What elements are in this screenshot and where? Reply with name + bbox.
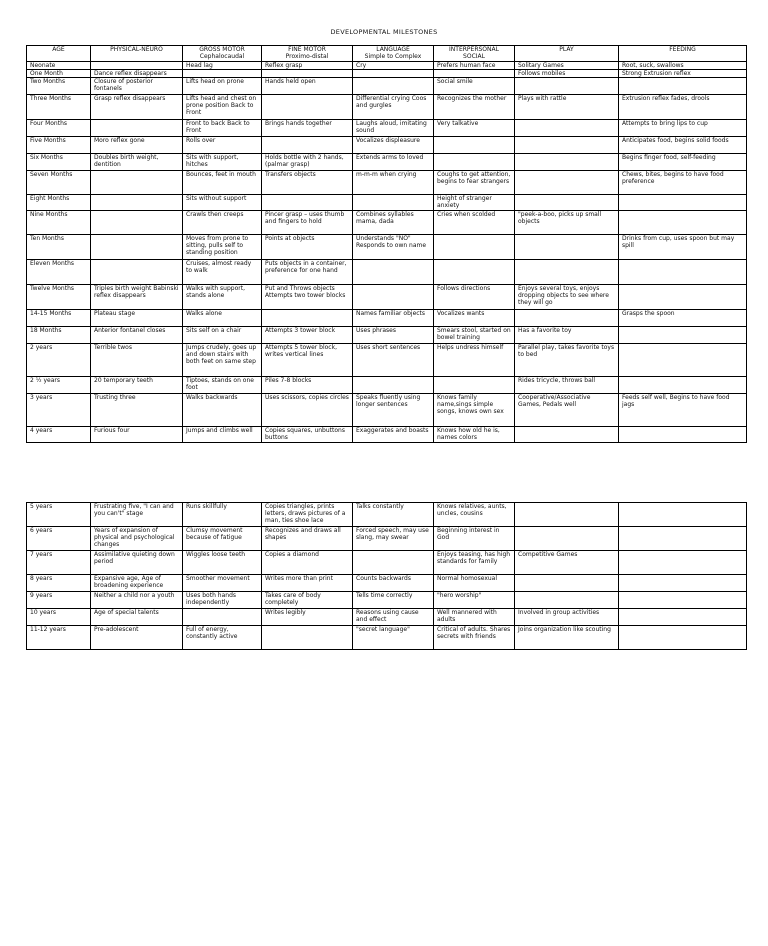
cell-language: Exaggerates and boasts xyxy=(353,427,434,443)
cell-age: Eleven Months xyxy=(27,260,91,285)
cell-fine-motor xyxy=(262,195,353,211)
table-row xyxy=(27,195,747,211)
cell-fine-motor: Piles 7-8 blocks xyxy=(262,377,353,394)
cell-feeding: Root, suck, swallows xyxy=(619,62,747,70)
cell-play xyxy=(515,592,619,609)
cell-play: "peek-a-boo, picks up small objects xyxy=(515,211,619,235)
table-row xyxy=(27,211,747,235)
cell-age: Two Months xyxy=(27,78,91,95)
cell-gross-motor: Bounces, feet in mouth xyxy=(183,171,262,195)
document-title: DEVELOPMENTAL MILESTONES xyxy=(330,28,438,36)
cell-language: Speaks fluently using longer sentences xyxy=(353,394,434,427)
cell-gross-motor: Wiggles loose teeth xyxy=(183,551,262,575)
header-physical-neuro: PHYSICAL-NEURO xyxy=(91,46,183,62)
cell-play: Solitary Games xyxy=(515,62,619,70)
cell-play xyxy=(515,503,619,527)
cell-interpersonal-social: Enjoys teasing, has high standards for family xyxy=(434,551,515,575)
cell-language xyxy=(353,551,434,575)
cell-interpersonal-social: Knows family name,sings simple songs, knows own sex xyxy=(434,394,515,427)
table-row xyxy=(27,154,747,171)
cell-age: One Month xyxy=(27,70,91,78)
cell-interpersonal-social: Very talkative xyxy=(434,120,515,137)
cell-gross-motor: Clumsy movement because of fatigue xyxy=(183,527,262,551)
table-row xyxy=(27,171,747,195)
cell-physical-neuro xyxy=(91,120,183,137)
cell-feeding: Attempts to bring lips to cup xyxy=(619,120,747,137)
cell-physical-neuro xyxy=(91,211,183,235)
cell-feeding xyxy=(619,327,747,344)
cell-physical-neuro: Doubles birth weight, dentition xyxy=(91,154,183,171)
cell-age: 9 years xyxy=(27,592,91,609)
cell-language: Counts backwards xyxy=(353,575,434,592)
cell-feeding xyxy=(619,260,747,285)
cell-play: Enjoys several toys, enjoys dropping objects to see where they will go xyxy=(515,285,619,310)
table-row xyxy=(27,377,747,394)
cell-gross-motor: Lifts head on prone xyxy=(183,78,262,95)
header-gross-motor: GROSS MOTOR Cephalocaudal xyxy=(183,46,262,62)
cell-fine-motor: Brings hands together xyxy=(262,120,353,137)
cell-language: Laughs aloud, imitating sound xyxy=(353,120,434,137)
header-feeding: FEEDING xyxy=(619,46,747,62)
table-row xyxy=(27,120,747,137)
cell-play xyxy=(515,120,619,137)
cell-language: Understands "NO" Responds to own name xyxy=(353,235,434,260)
cell-age: 5 years xyxy=(27,503,91,527)
cell-physical-neuro: 20 temporary teeth xyxy=(91,377,183,394)
cell-physical-neuro: Trusting three xyxy=(91,394,183,427)
cell-language: Names familiar objects xyxy=(353,310,434,327)
cell-fine-motor: Uses scissors, copies circles xyxy=(262,394,353,427)
cell-feeding: Begins finger food, self-feeding xyxy=(619,154,747,171)
cell-language: Talks constantly xyxy=(353,503,434,527)
cell-fine-motor: Points at objects xyxy=(262,235,353,260)
table-row xyxy=(27,285,747,310)
cell-fine-motor: Put and Throws objects Attempts two tower blocks xyxy=(262,285,353,310)
cell-age: Four Months xyxy=(27,120,91,137)
cell-physical-neuro: Frustrating five, "I can and you can't" stage xyxy=(91,503,183,527)
cell-gross-motor: Sits with support, hitches xyxy=(183,154,262,171)
cell-fine-motor: Copies a diamond xyxy=(262,551,353,575)
cell-age: 14-15 Months xyxy=(27,310,91,327)
cell-language: Vocalizes displeasure xyxy=(353,137,434,154)
cell-language: Tells time correctly xyxy=(353,592,434,609)
cell-interpersonal-social: Social smile xyxy=(434,78,515,95)
cell-physical-neuro xyxy=(91,171,183,195)
cell-interpersonal-social: Knows how old he is, names colors xyxy=(434,427,515,443)
cell-language: "secret language" xyxy=(353,626,434,650)
cell-feeding xyxy=(619,78,747,95)
cell-gross-motor: Crawls then creeps xyxy=(183,211,262,235)
cell-feeding xyxy=(619,344,747,377)
cell-interpersonal-social: Prefers human face xyxy=(434,62,515,70)
cell-gross-motor: Head lag xyxy=(183,62,262,70)
cell-physical-neuro: Assimilative quieting down period xyxy=(91,551,183,575)
cell-interpersonal-social: Height of stranger anxiety xyxy=(434,195,515,211)
cell-play: Involved in group activities xyxy=(515,609,619,626)
cell-feeding xyxy=(619,527,747,551)
cell-fine-motor: Writes more than print xyxy=(262,575,353,592)
cell-play xyxy=(515,575,619,592)
cell-language: Forced speech, may use slang, may swear xyxy=(353,527,434,551)
cell-interpersonal-social: Coughs to get attention, begins to fear strangers xyxy=(434,171,515,195)
cell-gross-motor: Sits without support xyxy=(183,195,262,211)
table-row xyxy=(27,592,747,609)
table-row xyxy=(27,551,747,575)
cell-play xyxy=(515,310,619,327)
cell-play xyxy=(515,137,619,154)
cell-feeding: Anticipates food, begins solid foods xyxy=(619,137,747,154)
cell-gross-motor: Runs skillfully xyxy=(183,503,262,527)
cell-interpersonal-social: "hero worship" xyxy=(434,592,515,609)
cell-feeding: Drinks from cup, uses spoon but may spill xyxy=(619,235,747,260)
cell-language: Differential crying Coos and gurgles xyxy=(353,95,434,120)
cell-fine-motor: Writes legibly xyxy=(262,609,353,626)
cell-feeding: Feeds self well, Begins to have food jags xyxy=(619,394,747,427)
cell-feeding xyxy=(619,626,747,650)
table-row xyxy=(27,327,747,344)
cell-physical-neuro: Triples birth weight Babinski reflex disappears xyxy=(91,285,183,310)
cell-fine-motor: Hands held open xyxy=(262,78,353,95)
cell-age: 4 years xyxy=(27,427,91,443)
cell-physical-neuro: Grasp reflex disappears xyxy=(91,95,183,120)
cell-physical-neuro: Age of special talents xyxy=(91,609,183,626)
cell-language: Uses short sentences xyxy=(353,344,434,377)
cell-interpersonal-social: Recognizes the mother xyxy=(434,95,515,120)
cell-play xyxy=(515,154,619,171)
cell-play: Parallel play, takes favorite toys to bed xyxy=(515,344,619,377)
cell-interpersonal-social: Knows relatives, aunts, uncles, cousins xyxy=(434,503,515,527)
header-row xyxy=(27,46,747,62)
cell-gross-motor: Rolls over xyxy=(183,137,262,154)
cell-fine-motor: Puts objects in a container, preference for one hand xyxy=(262,260,353,285)
cell-interpersonal-social: Follows directions xyxy=(434,285,515,310)
cell-play xyxy=(515,195,619,211)
cell-feeding: Extrusion reflex fades, drools xyxy=(619,95,747,120)
cell-fine-motor: Takes care of body completely xyxy=(262,592,353,609)
cell-gross-motor: Jumps and climbs well xyxy=(183,427,262,443)
cell-fine-motor: Transfers objects xyxy=(262,171,353,195)
cell-age: Twelve Months xyxy=(27,285,91,310)
cell-play: Joins organization like scouting xyxy=(515,626,619,650)
cell-language xyxy=(353,377,434,394)
cell-gross-motor: Uses both hands independently xyxy=(183,592,262,609)
cell-language xyxy=(353,70,434,78)
header-fine-motor: FINE MOTOR Proximo-distal xyxy=(262,46,353,62)
milestones-table-part-1 xyxy=(26,45,747,443)
cell-language xyxy=(353,78,434,95)
cell-gross-motor xyxy=(183,609,262,626)
cell-fine-motor: Copies triangles, prints letters, draws pictures of a man, ties shoe lace xyxy=(262,503,353,527)
cell-physical-neuro: Dance reflex disappears xyxy=(91,70,183,78)
cell-gross-motor: Jumps crudely, goes up and down stairs with both feet on same step xyxy=(183,344,262,377)
cell-play: Rides tricycle, throws ball xyxy=(515,377,619,394)
cell-fine-motor: Pincer grasp – uses thumb and fingers to hold xyxy=(262,211,353,235)
cell-physical-neuro: Plateau stage xyxy=(91,310,183,327)
cell-interpersonal-social: Helps undress himself xyxy=(434,344,515,377)
cell-play xyxy=(515,260,619,285)
cell-age: 6 years xyxy=(27,527,91,551)
cell-physical-neuro: Furious four xyxy=(91,427,183,443)
cell-interpersonal-social xyxy=(434,377,515,394)
cell-feeding: Strong Extrusion reflex xyxy=(619,70,747,78)
cell-language: m-m-m when crying xyxy=(353,171,434,195)
cell-physical-neuro: Moro reflex gone xyxy=(91,137,183,154)
cell-physical-neuro: Neither a child nor a youth xyxy=(91,592,183,609)
cell-age: Neonate xyxy=(27,62,91,70)
table-row xyxy=(27,62,747,70)
cell-play xyxy=(515,171,619,195)
cell-age: 3 years xyxy=(27,394,91,427)
cell-age: 7 years xyxy=(27,551,91,575)
cell-physical-neuro: Terrible twos xyxy=(91,344,183,377)
cell-fine-motor: Attempts 5 tower block, writes vertical lines xyxy=(262,344,353,377)
cell-gross-motor: Full of energy, constantly active xyxy=(183,626,262,650)
cell-play: Competitive Games xyxy=(515,551,619,575)
cell-physical-neuro xyxy=(91,235,183,260)
cell-gross-motor: Front to back Back to Front xyxy=(183,120,262,137)
cell-gross-motor: Sits self on a chair xyxy=(183,327,262,344)
table-row xyxy=(27,95,747,120)
cell-feeding xyxy=(619,551,747,575)
cell-interpersonal-social: Smears stool, started on bowel training xyxy=(434,327,515,344)
cell-interpersonal-social: Cries when scolded xyxy=(434,211,515,235)
cell-age: Six Months xyxy=(27,154,91,171)
cell-fine-motor xyxy=(262,137,353,154)
cell-language: Extends arms to loved xyxy=(353,154,434,171)
cell-fine-motor: Reflex grasp xyxy=(262,62,353,70)
cell-play xyxy=(515,235,619,260)
cell-interpersonal-social xyxy=(434,260,515,285)
cell-language: Combines syllables mama, dada xyxy=(353,211,434,235)
cell-interpersonal-social xyxy=(434,70,515,78)
table-row xyxy=(27,527,747,551)
cell-feeding: Grasps the spoon xyxy=(619,310,747,327)
cell-physical-neuro: Years of expansion of physical and psychological changes xyxy=(91,527,183,551)
cell-physical-neuro: Pre-adolescent xyxy=(91,626,183,650)
cell-age: 2 years xyxy=(27,344,91,377)
cell-fine-motor: Recognizes and draws all shapes xyxy=(262,527,353,551)
cell-fine-motor xyxy=(262,95,353,120)
header-age: AGE xyxy=(27,46,91,62)
cell-feeding xyxy=(619,609,747,626)
cell-age: Five Months xyxy=(27,137,91,154)
cell-language xyxy=(353,195,434,211)
cell-age: Eight Months xyxy=(27,195,91,211)
cell-age: 8 years xyxy=(27,575,91,592)
cell-gross-motor: Tiptoes, stands on one foot xyxy=(183,377,262,394)
header-play: PLAY xyxy=(515,46,619,62)
table-row xyxy=(27,235,747,260)
cell-age: 18 Months xyxy=(27,327,91,344)
cell-language: Reasons using cause and effect xyxy=(353,609,434,626)
cell-play xyxy=(515,427,619,443)
cell-physical-neuro: Anterior fontanel closes xyxy=(91,327,183,344)
cell-age: Ten Months xyxy=(27,235,91,260)
cell-fine-motor: Attempts 3 tower block xyxy=(262,327,353,344)
cell-gross-motor: Walks with support, stands alone xyxy=(183,285,262,310)
milestones-table-part-2 xyxy=(26,502,747,650)
cell-language xyxy=(353,285,434,310)
table-row xyxy=(27,609,747,626)
cell-fine-motor xyxy=(262,310,353,327)
cell-gross-motor: Smoother movement xyxy=(183,575,262,592)
table-row xyxy=(27,394,747,427)
table-row xyxy=(27,310,747,327)
cell-gross-motor: Cruises, almost ready to walk xyxy=(183,260,262,285)
cell-interpersonal-social: Critical of adults. Shares secrets with friends xyxy=(434,626,515,650)
cell-fine-motor: Holds bottle with 2 hands, (palmar grasp) xyxy=(262,154,353,171)
cell-feeding xyxy=(619,195,747,211)
table-row xyxy=(27,137,747,154)
table-row xyxy=(27,260,747,285)
cell-interpersonal-social: Vocalizes wants xyxy=(434,310,515,327)
cell-age: Seven Months xyxy=(27,171,91,195)
cell-feeding xyxy=(619,592,747,609)
cell-age: 11-12 years xyxy=(27,626,91,650)
cell-feeding xyxy=(619,503,747,527)
cell-interpersonal-social xyxy=(434,154,515,171)
cell-feeding xyxy=(619,285,747,310)
cell-age: Nine Months xyxy=(27,211,91,235)
cell-interpersonal-social xyxy=(434,137,515,154)
cell-gross-motor: Walks backwards xyxy=(183,394,262,427)
table-row xyxy=(27,344,747,377)
cell-fine-motor xyxy=(262,626,353,650)
cell-physical-neuro xyxy=(91,260,183,285)
cell-play: Follows mobiles xyxy=(515,70,619,78)
cell-play xyxy=(515,78,619,95)
table-row xyxy=(27,427,747,443)
table-row xyxy=(27,70,747,78)
cell-age: 10 years xyxy=(27,609,91,626)
cell-interpersonal-social xyxy=(434,235,515,260)
cell-physical-neuro: Closure of posterior fontanels xyxy=(91,78,183,95)
cell-interpersonal-social: Beginning interest in God xyxy=(434,527,515,551)
cell-gross-motor xyxy=(183,70,262,78)
cell-physical-neuro xyxy=(91,195,183,211)
cell-interpersonal-social: Well mannered with adults xyxy=(434,609,515,626)
cell-interpersonal-social: Normal homosexual xyxy=(434,575,515,592)
cell-physical-neuro xyxy=(91,62,183,70)
cell-play: Cooperative/Associative Games, Pedals well xyxy=(515,394,619,427)
header-language: LANGUAGE Simple to Complex xyxy=(353,46,434,62)
cell-gross-motor: Lifts head and chest on prone position Back to Front xyxy=(183,95,262,120)
cell-fine-motor: Copies squares, unbuttons buttons xyxy=(262,427,353,443)
table-row xyxy=(27,626,747,650)
cell-feeding xyxy=(619,211,747,235)
cell-feeding xyxy=(619,427,747,443)
cell-feeding xyxy=(619,377,747,394)
cell-language: Cry xyxy=(353,62,434,70)
cell-feeding: Chews, bites, begins to have food preference xyxy=(619,171,747,195)
cell-physical-neuro: Expansive age, Age of broadening experience xyxy=(91,575,183,592)
table-row xyxy=(27,575,747,592)
cell-gross-motor: Moves from prone to sitting, pulls self to standing position xyxy=(183,235,262,260)
table-row xyxy=(27,503,747,527)
header-interpersonal-social: INTERPERSONAL SOCIAL xyxy=(434,46,515,62)
cell-language xyxy=(353,260,434,285)
cell-fine-motor xyxy=(262,70,353,78)
cell-play: Has a favorite toy xyxy=(515,327,619,344)
cell-play xyxy=(515,527,619,551)
cell-feeding xyxy=(619,575,747,592)
cell-age: 2 ½ years xyxy=(27,377,91,394)
cell-play: Plays with rattle xyxy=(515,95,619,120)
cell-language: Uses phrases xyxy=(353,327,434,344)
table-row xyxy=(27,78,747,95)
cell-gross-motor: Walks alone xyxy=(183,310,262,327)
cell-age: Three Months xyxy=(27,95,91,120)
